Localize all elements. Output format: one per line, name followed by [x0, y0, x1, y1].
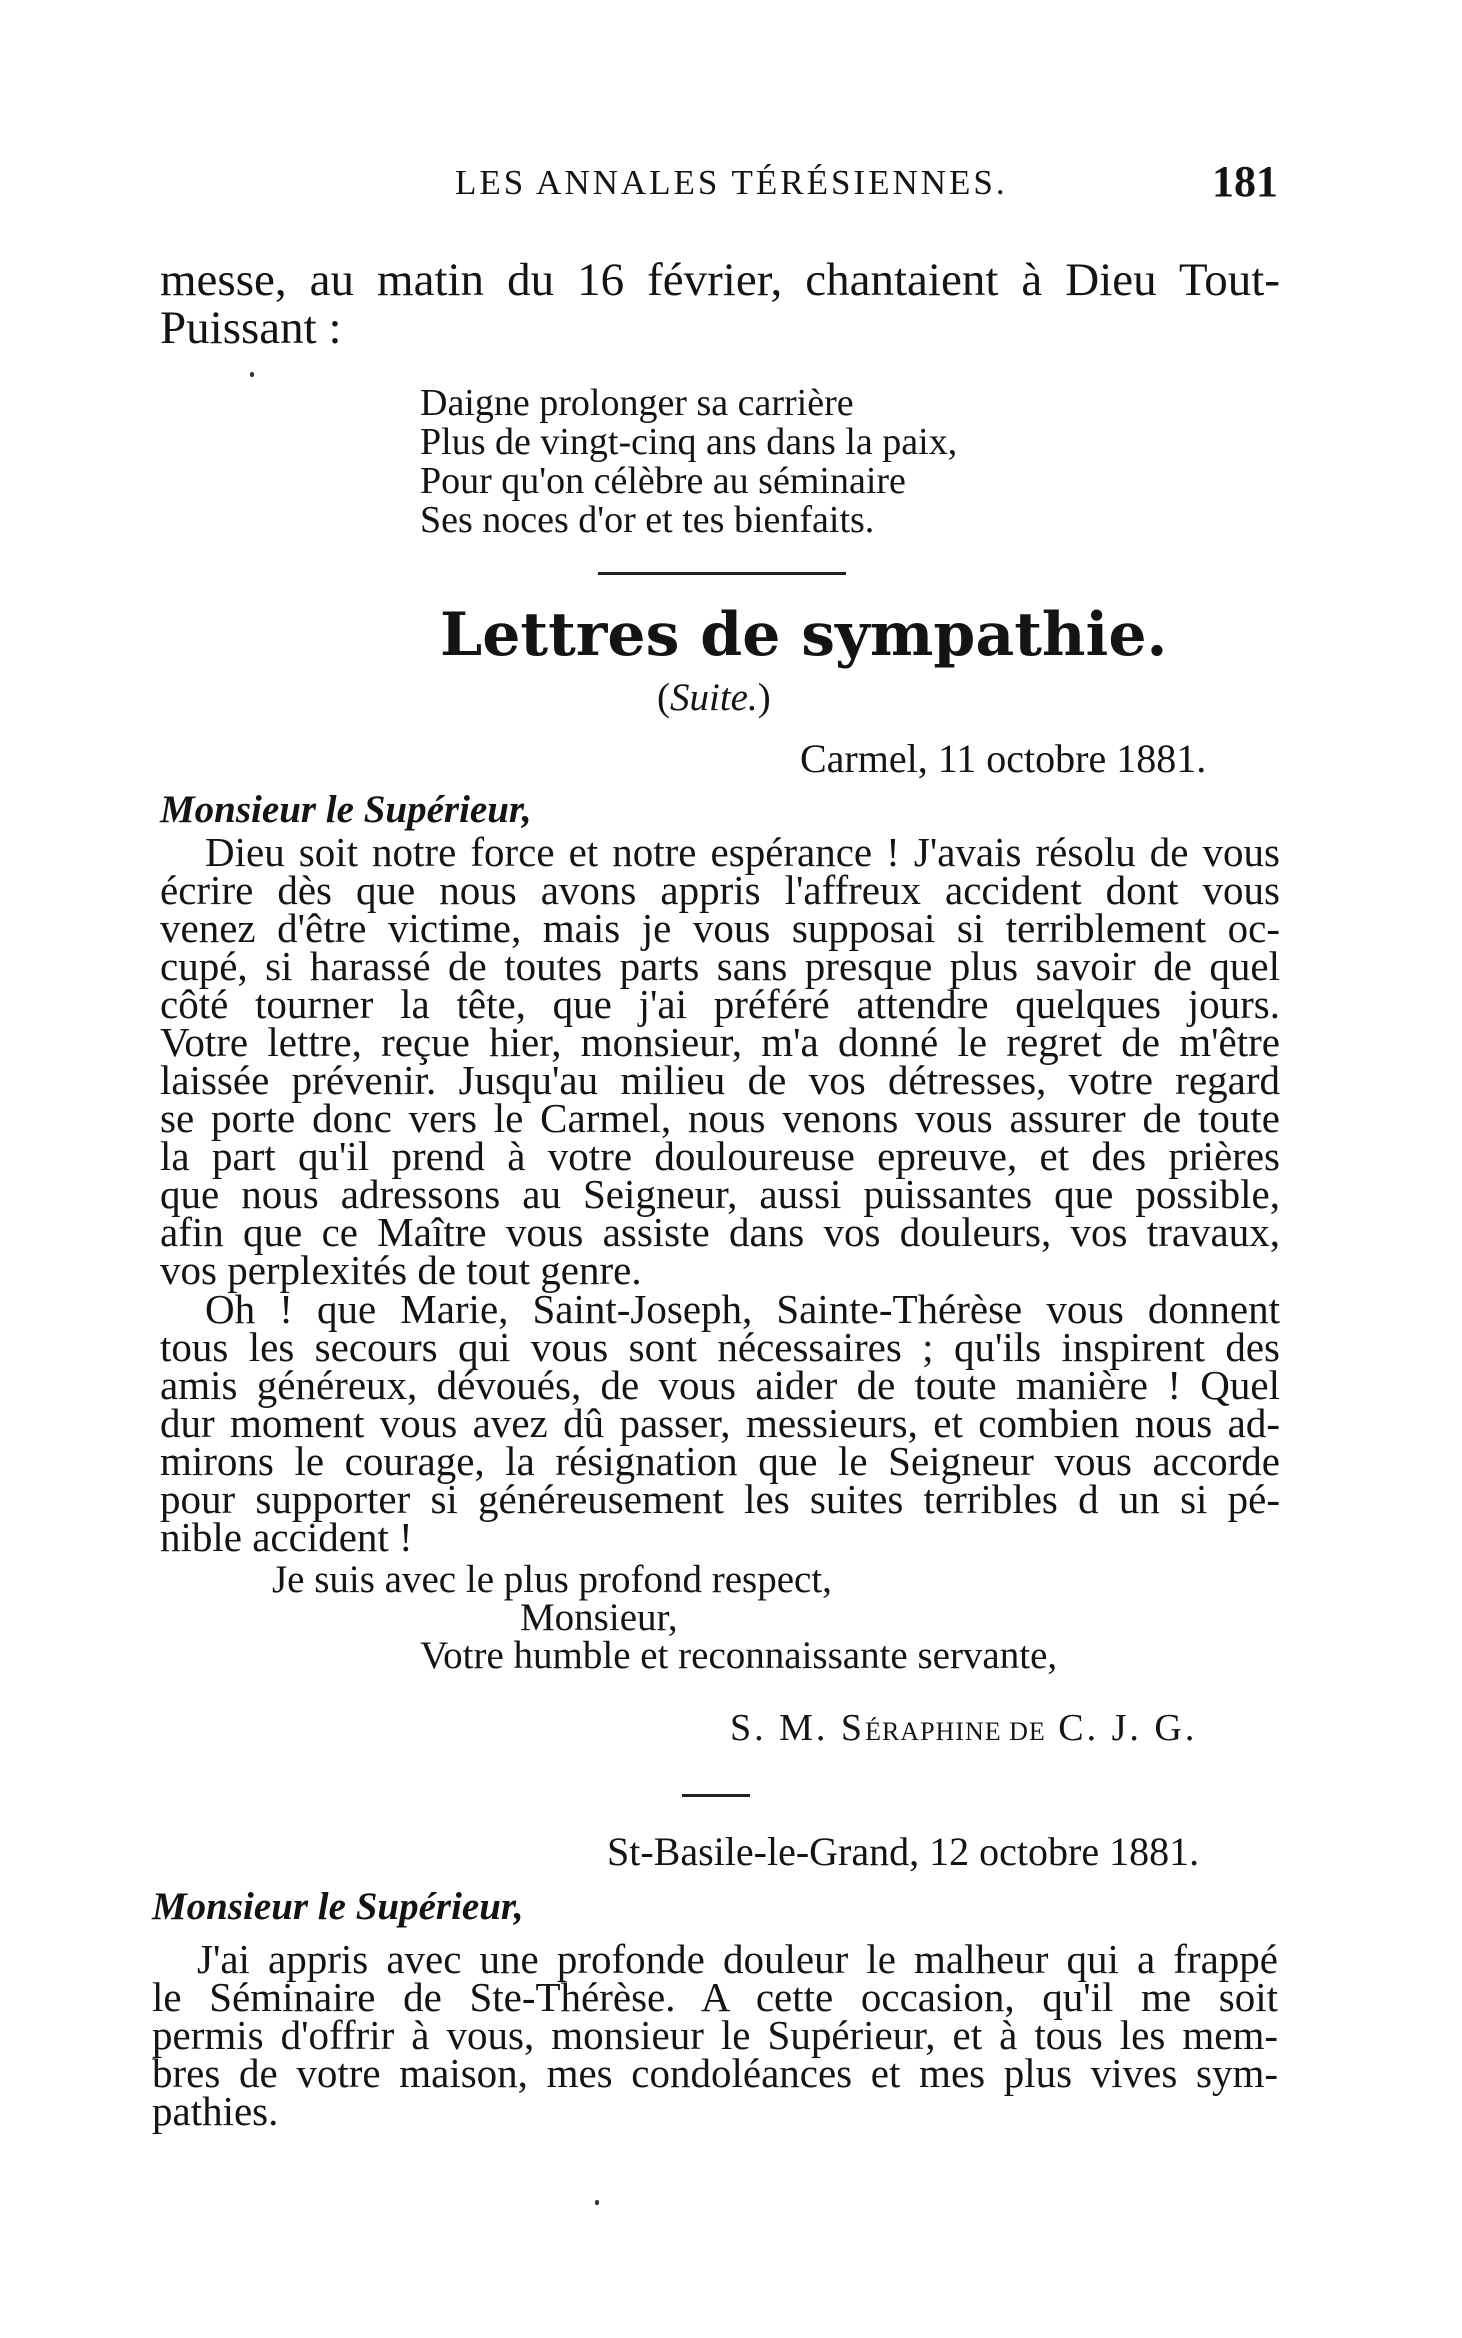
letter1-line: dur moment vous avez dû passer, messieurs, et combien nous ad- — [160, 1400, 1280, 1446]
letter1-line: que nous adressons au Seigneur, aussi puissantes que possible, — [160, 1171, 1280, 1217]
letter1-line: mirons le courage, la résignation que le Seigneur vous accorde — [160, 1438, 1280, 1484]
letter1-line: pour supporter si généreusement les suites terribles d un si pé- — [160, 1476, 1280, 1522]
opening-line: messe, au matin du 16 février, chantaient à Dieu Tout- — [160, 254, 1280, 306]
letter2-line: le Séminaire de Ste-Thérèse. A cette occasion, qu'il me soit — [152, 1974, 1278, 2020]
letter-separator — [682, 1794, 750, 1797]
letter1-line: laissée prévenir. Jusqu'au milieu de vos détresses, votre regard — [160, 1057, 1280, 1103]
section-title: Lettres de sympathie. — [440, 600, 1168, 670]
letter2-line: J'ai appris avec une profonde douleur le malheur qui a frappé — [197, 1936, 1278, 1982]
verse-line: Plus de vingt-cinq ans dans la paix, — [420, 421, 958, 463]
letter2-line: bres de votre maison, mes condoléances et mes plus vives sym- — [152, 2050, 1278, 2096]
letter1-line: vos perplexités de tout genre. — [160, 1247, 642, 1293]
print-speck — [250, 372, 254, 377]
letter1-line: cupé, si harassé de toutes parts sans presque plus savoir de quel — [160, 943, 1280, 989]
letter1-line: la part qu'il prend à votre douloureuse epreuve, et des prières — [160, 1133, 1280, 1179]
letter1-line: nible accident ! — [160, 1514, 413, 1560]
letter1-line: Votre lettre, reçue hier, monsieur, m'a donné le regret de m'être — [160, 1019, 1280, 1065]
verse-line: Pour qu'on célèbre au séminaire — [420, 460, 906, 502]
letter1-line: venez d'être victime, mais je vous supposai si terriblement oc- — [160, 905, 1280, 951]
signature-part: S. M. S — [730, 1707, 866, 1749]
letter1-closing: Monsieur, — [520, 1596, 678, 1639]
letter2-salutation: Monsieur le Supérieur, — [152, 1885, 524, 1928]
letter1-line: se porte donc vers le Carmel, nous venons vous assurer de toute — [160, 1095, 1280, 1141]
letter1-line: écrire dès que nous avons appris l'affreux accident dont vous — [160, 867, 1280, 913]
letter2-line: pathies. — [152, 2088, 279, 2134]
letter1-line: Dieu soit notre force et notre espérance ! J'avais résolu de vous — [205, 829, 1280, 875]
letter1-closing: Je suis avec le plus profond respect, — [272, 1558, 832, 1601]
running-head: LES ANNALES TÉRÉSIENNES. — [455, 163, 1008, 202]
print-speck — [595, 2200, 599, 2205]
verse-line: Daigne prolonger sa carrière — [420, 382, 854, 424]
letter1-signature — [730, 1706, 1197, 1750]
section-subtitle: (Suite.) — [657, 676, 771, 719]
letter2-line: permis d'offrir à vous, monsieur le Supérieur, et à tous les mem- — [152, 2012, 1278, 2058]
letter1-closing: Votre humble et reconnaissante servante, — [420, 1634, 1058, 1677]
section-rule — [598, 572, 846, 575]
verse-line: Ses noces d'or et tes bienfaits. — [420, 499, 875, 541]
letter1-line: afin que ce Maître vous assiste dans vos douleurs, vos travaux, — [160, 1209, 1280, 1255]
letter1-line: amis généreux, dévoués, de vous aider de toute manière ! Quel — [160, 1362, 1280, 1408]
letter2-dateline: St-Basile-le-Grand, 12 octobre 1881. — [607, 1829, 1200, 1874]
opening-line: Puissant : — [160, 302, 342, 354]
letter1-line: Oh ! que Marie, Saint-Joseph, Sainte-Thérèse vous donnent — [205, 1286, 1280, 1332]
section-subtitle-text: Suite. — [670, 676, 758, 719]
letter1-line: côté tourner la tête, que j'ai préféré attendre quelques jours. — [160, 981, 1280, 1027]
letter1-dateline: Carmel, 11 octobre 1881. — [800, 736, 1207, 781]
signature-smallcaps: ÉRAPHINE DE — [865, 1717, 1046, 1746]
page-number: 181 — [1212, 157, 1278, 206]
letter1-salutation: Monsieur le Supérieur, — [160, 788, 532, 831]
signature-part: C. J. G. — [1045, 1707, 1198, 1749]
letter1-line: tous les secours qui vous sont nécessaires ; qu'ils inspirent des — [160, 1324, 1280, 1370]
